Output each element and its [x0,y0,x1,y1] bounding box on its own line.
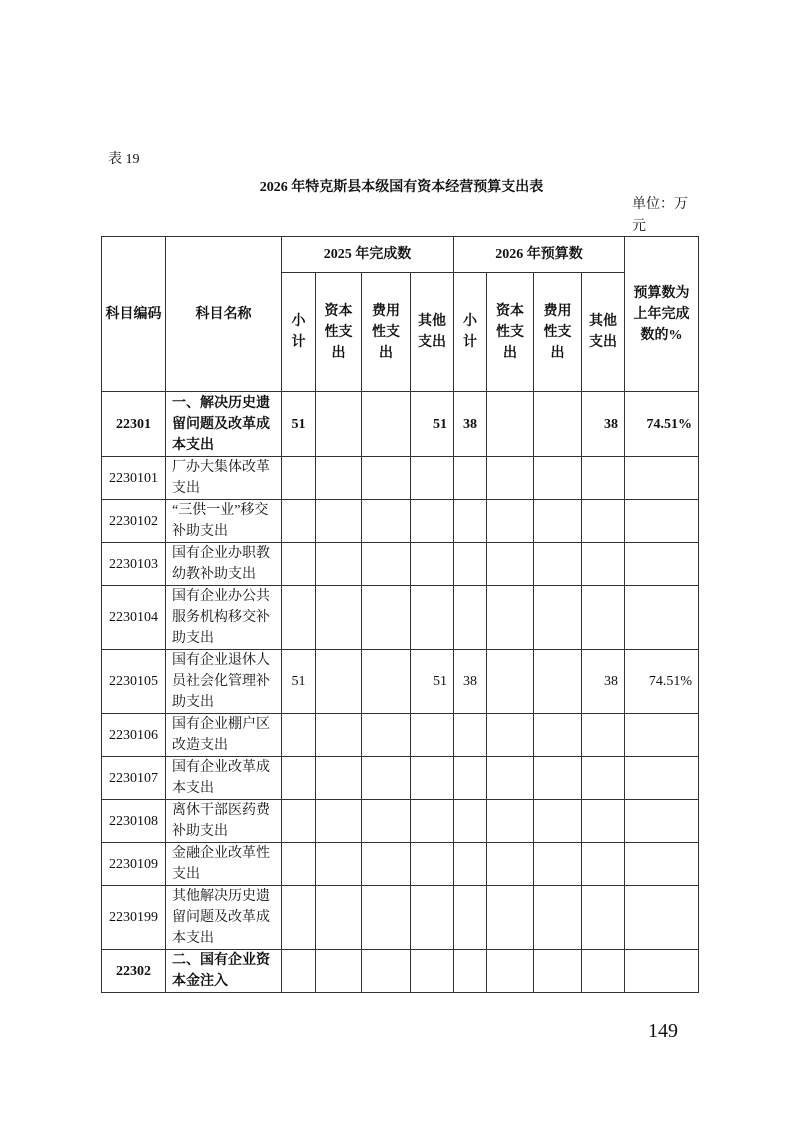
cell-name: 国有企业办公共服务机构移交补助支出 [166,586,282,650]
cell-code: 2230105 [102,650,166,714]
cell-2026-other [582,886,625,950]
cell-2025-total [282,714,316,757]
cell-name: 二、国有企业资本金注入 [166,950,282,993]
cell-2025-capital [316,543,362,586]
cell-2025-other [411,757,454,800]
cell-ratio: 74.51% [625,650,699,714]
cell-code: 2230106 [102,714,166,757]
header-code: 科目编码 [102,237,166,392]
cell-2026-total [454,714,487,757]
cell-2025-expense [362,843,411,886]
table-row [102,500,699,543]
cell-2026-expense [534,843,582,886]
cell-name: “三供一业”移交补助支出 [166,500,282,543]
cell-2025-other [411,800,454,843]
cell-2025-other [411,500,454,543]
cell-2025-expense [362,886,411,950]
cell-2026-expense [534,650,582,714]
cell-2026-expense [534,586,582,650]
cell-2026-capital [487,457,534,500]
cell-2025-total [282,800,316,843]
cell-name: 国有企业退休人员社会化管理补助支出 [166,650,282,714]
cell-2025-other: 51 [411,392,454,457]
cell-2025-expense [362,714,411,757]
cell-2026-expense [534,457,582,500]
cell-2025-capital [316,950,362,993]
cell-2026-expense [534,392,582,457]
cell-2025-total [282,500,316,543]
cell-2026-total [454,543,487,586]
cell-name: 国有企业改革成本支出 [166,757,282,800]
cell-2026-total [454,800,487,843]
cell-2026-capital [487,800,534,843]
cell-ratio [625,500,699,543]
cell-2026-expense [534,800,582,843]
cell-code: 2230108 [102,800,166,843]
cell-2026-total [454,886,487,950]
table-row [102,457,699,500]
cell-name: 国有企业棚户区改造支出 [166,714,282,757]
cell-name: 金融企业改革性支出 [166,843,282,886]
document-title: 2026 年特克斯县本级国有资本经营预算支出表 [259,180,544,195]
cell-2025-other [411,586,454,650]
cell-2026-capital [487,714,534,757]
cell-2026-total [454,757,487,800]
cell-ratio [625,757,699,800]
cell-2026-expense [534,950,582,993]
cell-2026-expense [534,886,582,950]
cell-2025-expense [362,800,411,843]
table-row [102,950,699,993]
cell-code: 2230199 [102,886,166,950]
cell-2025-total [282,543,316,586]
cell-2025-total [282,886,316,950]
header-2025-expense: 费用性支出 [362,273,411,392]
table-row [102,800,699,843]
cell-2026-capital [487,586,534,650]
cell-2025-capital [316,586,362,650]
cell-2026-other [582,950,625,993]
cell-2026-capital [487,950,534,993]
cell-2026-capital [487,843,534,886]
cell-2025-other [411,543,454,586]
cell-2025-capital [316,457,362,500]
header-2025-other: 其他支出 [411,273,454,392]
cell-name: 厂办大集体改革支出 [166,457,282,500]
header-2026-other: 其他支出 [582,273,625,392]
cell-2026-total [454,500,487,543]
cell-2025-expense [362,586,411,650]
cell-2026-capital [487,392,534,457]
cell-2026-total: 38 [454,650,487,714]
cell-code: 2230101 [102,457,166,500]
cell-2026-total [454,586,487,650]
cell-ratio [625,457,699,500]
table-row [102,886,699,950]
cell-2025-other [411,886,454,950]
cell-code: 2230107 [102,757,166,800]
table-label: 表 19 [108,152,140,167]
cell-2026-capital [487,500,534,543]
cell-2025-capital [316,800,362,843]
cell-2026-other [582,543,625,586]
cell-2026-other: 38 [582,650,625,714]
cell-2025-capital [316,500,362,543]
header-name: 科目名称 [166,237,282,392]
cell-2026-expense [534,543,582,586]
cell-name: 国有企业办职教幼教补助支出 [166,543,282,586]
header-2026-total: 小计 [454,273,487,392]
cell-2026-other [582,757,625,800]
table-row [102,714,699,757]
cell-2025-total [282,843,316,886]
cell-2026-other [582,843,625,886]
cell-2026-expense [534,500,582,543]
cell-code: 2230104 [102,586,166,650]
page-number: 149 [648,1020,678,1042]
cell-2025-total: 51 [282,392,316,457]
cell-2025-expense [362,392,411,457]
cell-name: 一、解决历史遗留问题及改革成本支出 [166,392,282,457]
cell-2026-expense [534,757,582,800]
cell-ratio [625,950,699,993]
cell-name: 离休干部医药费补助支出 [166,800,282,843]
cell-2026-capital [487,543,534,586]
cell-2026-total [454,843,487,886]
cell-2025-capital [316,714,362,757]
cell-code: 22302 [102,950,166,993]
header-2026-expense: 费用性支出 [534,273,582,392]
cell-2026-other [582,457,625,500]
cell-ratio [625,800,699,843]
cell-2025-expense [362,757,411,800]
header-2025-total: 小计 [282,273,316,392]
budget-table [101,236,699,993]
cell-code: 2230102 [102,500,166,543]
cell-code: 22301 [102,392,166,457]
cell-2026-capital [487,650,534,714]
cell-2026-total [454,950,487,993]
cell-2025-capital [316,886,362,950]
cell-2026-other [582,500,625,543]
cell-2025-capital [316,757,362,800]
cell-2026-total [454,457,487,500]
cell-ratio: 74.51% [625,392,699,457]
cell-2025-expense [362,457,411,500]
cell-ratio [625,714,699,757]
cell-2026-total: 38 [454,392,487,457]
cell-2026-other [582,800,625,843]
table-row [102,650,699,714]
cell-2025-capital [316,650,362,714]
cell-2025-total: 51 [282,650,316,714]
unit-label: 单位：万元 [632,197,688,234]
cell-ratio [625,886,699,950]
header-group-2025: 2025 年完成数 [282,237,454,273]
cell-code: 2230109 [102,843,166,886]
header-group-2026: 2026 年预算数 [454,237,625,273]
cell-ratio [625,543,699,586]
cell-2025-other [411,457,454,500]
cell-2025-expense [362,650,411,714]
cell-2026-capital [487,757,534,800]
cell-2026-other [582,714,625,757]
cell-2025-total [282,457,316,500]
cell-2025-other [411,714,454,757]
cell-2026-other: 38 [582,392,625,457]
cell-name: 其他解决历史遗留问题及改革成本支出 [166,886,282,950]
cell-2025-total [282,586,316,650]
cell-2025-expense [362,500,411,543]
table-row [102,586,699,650]
header-2025-capital: 资本性支出 [316,273,362,392]
cell-2025-other [411,843,454,886]
cell-2026-expense [534,714,582,757]
cell-code: 2230103 [102,543,166,586]
table-row [102,543,699,586]
cell-2026-other [582,586,625,650]
cell-ratio [625,586,699,650]
cell-2025-capital [316,392,362,457]
cell-2025-other [411,950,454,993]
cell-2026-capital [487,886,534,950]
cell-2025-expense [362,950,411,993]
cell-2025-total [282,757,316,800]
header-ratio: 预算数为上年完成数的% [625,237,699,392]
cell-2025-capital [316,843,362,886]
cell-ratio [625,843,699,886]
cell-2025-other: 51 [411,650,454,714]
table-row [102,392,699,457]
header-2026-capital: 资本性支出 [487,273,534,392]
table-row [102,757,699,800]
cell-2025-total [282,950,316,993]
cell-2025-expense [362,543,411,586]
table-row [102,843,699,886]
